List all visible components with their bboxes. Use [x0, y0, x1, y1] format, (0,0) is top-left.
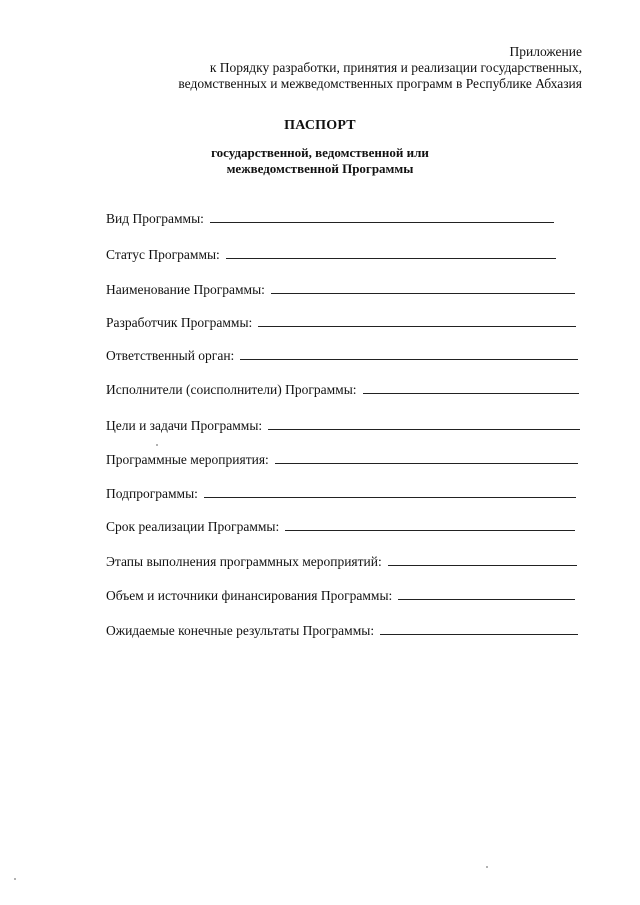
subtitle-line-2: межведомственной Программы — [226, 161, 414, 176]
field-label: Наименование Программы: — [106, 282, 265, 297]
fill-in-line[interactable] — [285, 517, 575, 531]
fill-in-line[interactable] — [268, 416, 580, 430]
appendix-reference-line-2: ведомственных и межведомственных программ в Республике Абхазия — [178, 76, 582, 91]
appendix-header — [178, 44, 582, 92]
field-label: Ожидаемые конечные результаты Программы: — [106, 623, 375, 638]
field-label: Объем и источники финансирования Программы: — [106, 588, 393, 603]
field-label: Подпрограммы: — [106, 486, 198, 501]
field-implementation-stages — [106, 552, 577, 572]
field-subprograms — [106, 484, 576, 504]
scan-speck — [156, 444, 158, 446]
document-title: ПАСПОРТ — [284, 118, 356, 133]
field-program-executors — [106, 380, 579, 400]
scan-speck — [486, 866, 488, 868]
field-goals-and-tasks — [106, 416, 580, 436]
fill-in-line[interactable] — [398, 586, 575, 600]
field-label: Исполнители (соисполнители) Программы: — [106, 382, 357, 397]
field-label: Цели и задачи Программы: — [106, 418, 263, 433]
appendix-label: Приложение — [509, 44, 582, 59]
appendix-reference-line-1: к Порядку разработки, принятия и реализации государственных, — [209, 60, 582, 75]
field-label: Срок реализации Программы: — [106, 519, 280, 534]
field-label: Разработчик Программы: — [106, 315, 253, 330]
field-program-name — [106, 280, 575, 300]
fill-in-line[interactable] — [275, 450, 578, 464]
scan-speck — [14, 878, 16, 880]
field-program-status — [106, 245, 556, 265]
field-implementation-period — [106, 517, 575, 537]
field-program-activities — [106, 450, 578, 470]
field-funding-sources — [106, 586, 575, 606]
fill-in-line[interactable] — [258, 313, 576, 327]
field-label: Этапы выполнения программных мероприятий: — [106, 554, 382, 569]
fill-in-line[interactable] — [363, 380, 579, 394]
fill-in-line[interactable] — [271, 280, 575, 294]
field-label: Ответственный орган: — [106, 348, 235, 363]
fill-in-line[interactable] — [210, 209, 554, 223]
fill-in-line[interactable] — [226, 245, 556, 259]
fill-in-line[interactable] — [380, 621, 578, 635]
field-expected-results — [106, 621, 578, 641]
subtitle-line-1: государственной, ведомственной или — [211, 145, 429, 160]
field-label: Программные мероприятия: — [106, 452, 269, 467]
field-program-developer — [106, 313, 576, 333]
fill-in-line[interactable] — [388, 552, 577, 566]
field-responsible-body — [106, 346, 578, 366]
field-program-type — [106, 209, 554, 229]
fill-in-line[interactable] — [240, 346, 578, 360]
fill-in-line[interactable] — [204, 484, 576, 498]
document-subtitle — [0, 145, 640, 177]
field-label: Вид Программы: — [106, 211, 204, 226]
field-label: Статус Программы: — [106, 247, 220, 262]
